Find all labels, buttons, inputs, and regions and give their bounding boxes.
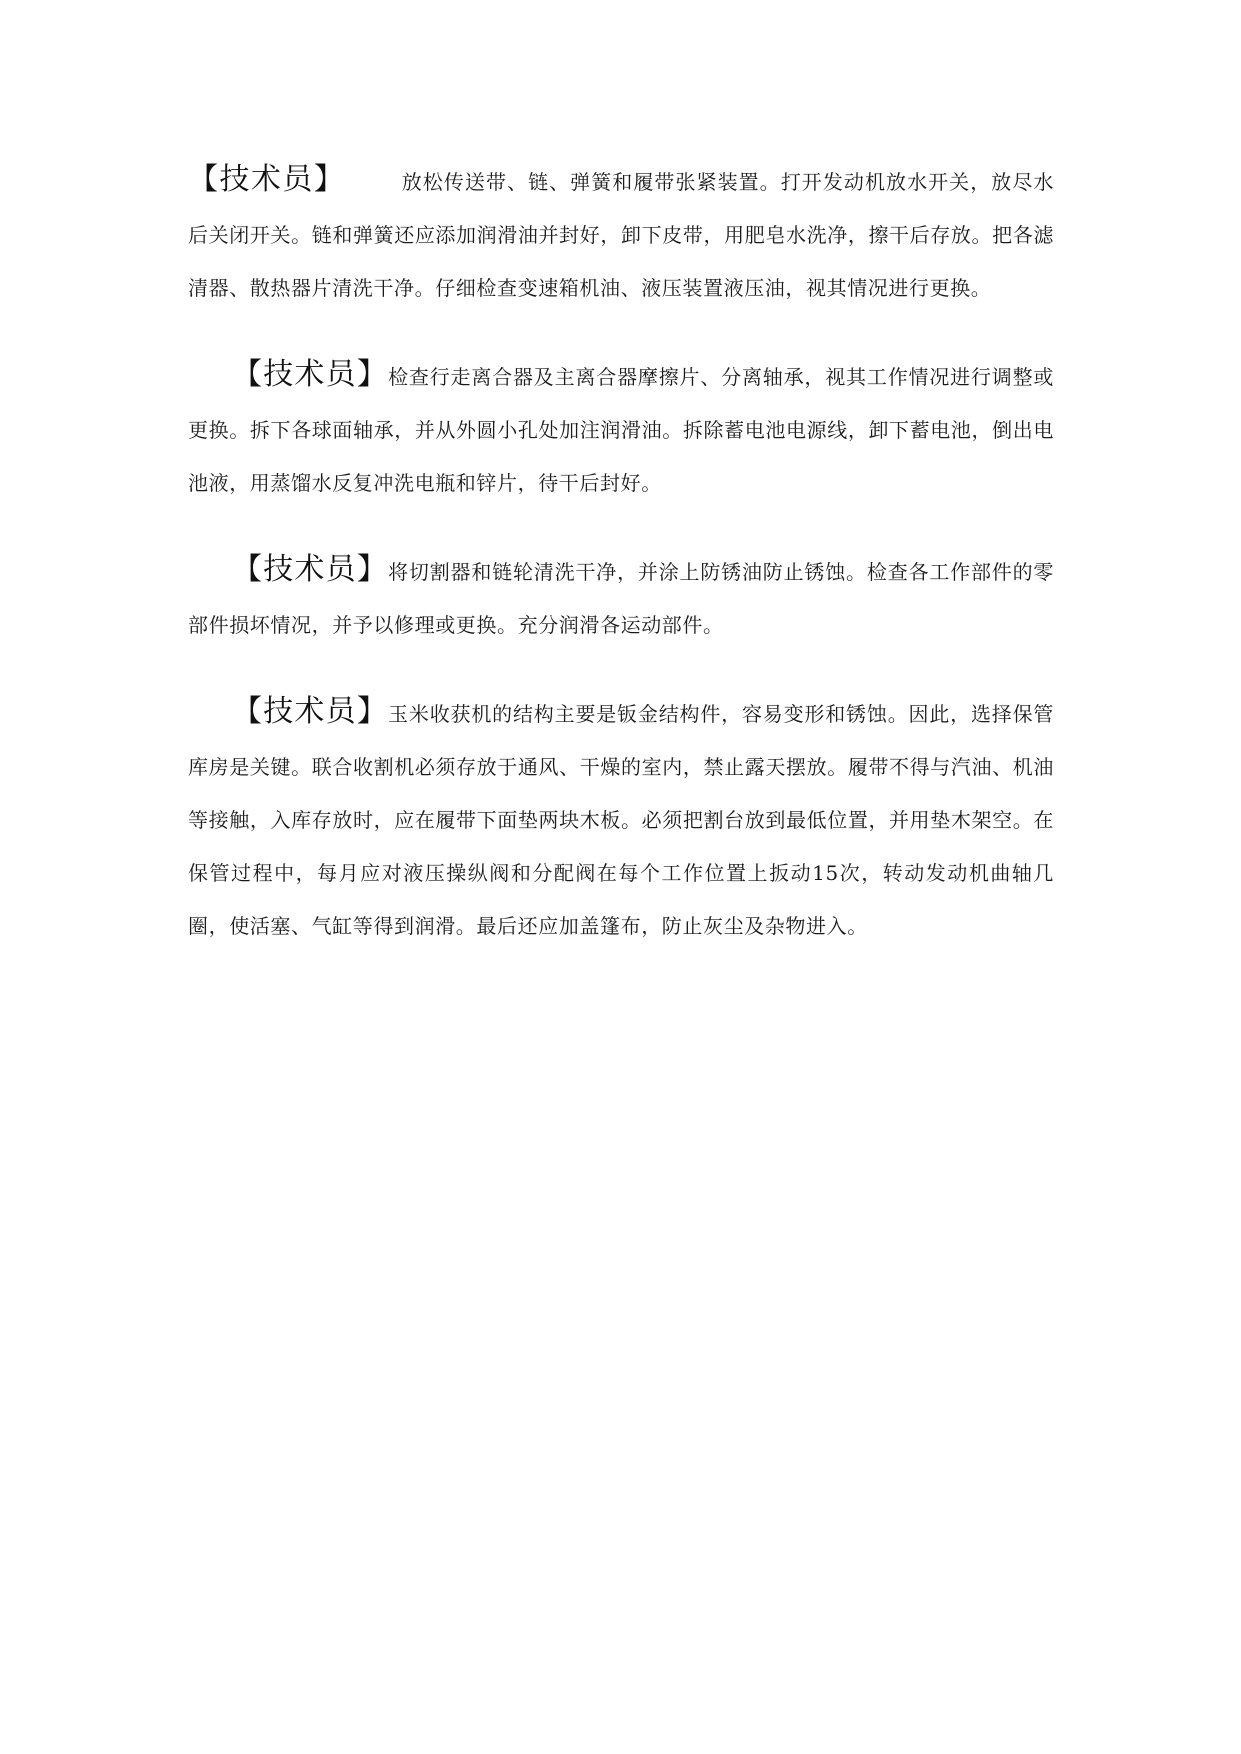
paragraph-3-text: 将切割器和链轮清洗干净，并涂上防锈油防止锈蚀。检查各工作部件的零部件损坏情况，并予以修理或更换。充分润滑各运动部件。 xyxy=(188,560,1055,637)
paragraph-1 xyxy=(188,156,1054,315)
paragraph-1-tag: 【技术员】 xyxy=(188,162,346,197)
paragraph-4-text: 玉米收获机的结构主要是钣金结构件，容易变形和锈蚀。因此，选择保管库房是关键。联合收割机必须存放于通风、干燥的室内，禁止露天摆放。履带不得与汽油、机油等接触，入库存放时，应在履带下面垫两块木板。必须把割台放到最低位置，并用垫木架空。在保管过程中，每月应对液压操纵阀和分配阀在每个工作位置上扳动15次，转动发动机曲轴几圈，使活塞、气缸等得到润滑。最后还应加盖篷布，防止灰尘及杂物进入。 xyxy=(188,702,1055,938)
paragraph-2-text: 检查行走离合器及主离合器摩擦片、分离轴承，视其工作情况进行调整或更换。拆下各球面轴承，并从外圆小孔处加注润滑油。拆除蓄电池电源线，卸下蓄电池，倒出电池液，用蒸馏水反复冲洗电瓶和锌片，待干后封好。 xyxy=(188,365,1055,495)
document-body xyxy=(188,156,1054,953)
paragraph-4 xyxy=(188,688,1054,953)
paragraph-2-tag: 【技术员】 xyxy=(232,357,389,392)
paragraph-3 xyxy=(188,546,1054,652)
paragraph-3-tag: 【技术员】 xyxy=(232,552,389,587)
paragraph-4-tag: 【技术员】 xyxy=(232,694,389,729)
paragraph-2 xyxy=(188,351,1054,510)
paragraph-1-text: 放松传送带、链、弹簧和履带张紧装置。打开发动机放水开关，放尽水后关闭开关。链和弹簧还应添加润滑油并封好，卸下皮带，用肥皂水洗净，擦干后存放。把各滤清器、散热器片清洗干净。仔细检查变速箱机油、液压装置液压油，视其情况进行更换。 xyxy=(188,170,1054,300)
